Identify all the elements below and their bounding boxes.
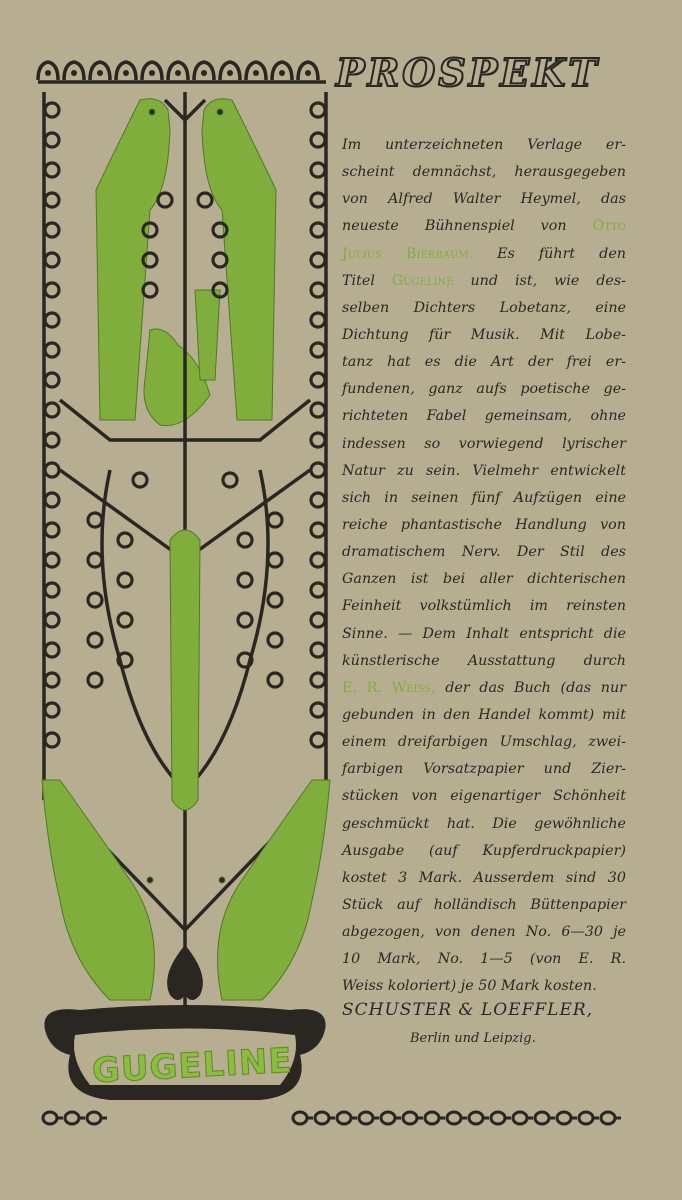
green-feather-column xyxy=(170,530,200,810)
text-segment: Ganzen ist bei aller dichterischen xyxy=(342,571,626,588)
text-segment: stücken von eigenartiger Schönheit xyxy=(342,788,626,805)
text-segment: 10 Mark, No. 1—5 (von E. R. xyxy=(342,951,626,968)
text-line xyxy=(342,159,626,186)
text-line xyxy=(342,811,626,838)
text-segment: selben Dichters Lobetanz, eine xyxy=(342,299,626,316)
text-line xyxy=(342,403,626,430)
text-segment: kostet 3 Mark. Ausserdem sind 30 xyxy=(342,869,626,886)
text-line xyxy=(342,213,626,240)
highlighted-name: Julius Bierbaum. xyxy=(342,245,474,262)
text-segment: Ausgabe (auf Kupferdruckpapier) xyxy=(342,842,626,859)
text-line xyxy=(342,973,626,1000)
text-segment: von Alfred Walter Heymel, das xyxy=(342,191,626,208)
text-segment: Natur zu sein. Vielmehr entwickelt xyxy=(342,462,626,479)
text-segment: farbigen Vorsatzpapier und Zier- xyxy=(342,761,626,778)
bottom-chain-border xyxy=(43,1112,621,1124)
text-segment: Stück auf holländisch Büttenpapier xyxy=(342,896,626,913)
text-line xyxy=(342,485,626,512)
text-line xyxy=(342,621,626,648)
text-line xyxy=(342,946,626,973)
text-line xyxy=(342,892,626,919)
text-line xyxy=(342,648,626,675)
text-segment: sich in seinen fünf Aufzügen eine xyxy=(342,489,626,506)
text-segment: neueste Bühnenspiel von xyxy=(342,218,593,235)
highlighted-name: Otto xyxy=(592,218,626,235)
text-segment: Im unterzeichneten Verlage er- xyxy=(342,137,626,153)
left-border-vines xyxy=(44,92,59,800)
top-border-row xyxy=(38,62,326,82)
text-segment: Feinheit volkstümlich im reinsten xyxy=(342,598,626,615)
book-title-label: GUGELINE xyxy=(91,1040,294,1092)
text-line xyxy=(342,349,626,376)
highlighted-name: E. R. Weiss, xyxy=(342,679,436,696)
text-line xyxy=(342,186,626,213)
text-segment: künstlerische Ausstattung durch xyxy=(342,652,626,669)
text-segment: Dichtung für Musik. Mit Lobe- xyxy=(342,326,626,343)
prospectus-body-text xyxy=(342,132,626,1001)
text-segment: dramatischem Nerv. Der Stil des xyxy=(342,544,626,561)
text-line xyxy=(342,593,626,620)
text-line xyxy=(342,322,626,349)
publisher-place: Berlin und Leipzig. xyxy=(410,1031,536,1046)
text-line xyxy=(342,838,626,865)
text-line xyxy=(342,539,626,566)
page-title: PROSPEKT xyxy=(336,50,600,95)
text-segment: Weiss koloriert) je 50 Mark kosten. xyxy=(342,978,597,995)
text-line xyxy=(342,268,626,295)
text-segment: scheint demnächst, herausgegeben xyxy=(342,164,626,181)
text-line xyxy=(342,675,626,702)
text-line xyxy=(342,919,626,946)
text-segment: Sinne. — Dem Inhalt entspricht die xyxy=(342,625,626,642)
text-segment: der das Buch (das nur xyxy=(435,679,626,696)
text-segment: Es führt den xyxy=(473,245,627,262)
text-line xyxy=(342,241,626,268)
text-line xyxy=(342,431,626,458)
text-line xyxy=(342,295,626,322)
right-border-vines xyxy=(311,92,326,800)
text-segment: reiche phantastische Handlung von xyxy=(342,516,626,533)
text-segment: Titel xyxy=(342,272,392,289)
text-line xyxy=(342,783,626,810)
text-segment: indessen so vorwiegend lyrischer xyxy=(342,435,626,452)
text-segment: geschmückt hat. Die gewöhnliche xyxy=(342,815,626,832)
text-segment: abgezogen, von denen No. 6—30 je xyxy=(342,924,626,941)
text-line xyxy=(342,865,626,892)
text-segment: richteten Fabel gemeinsam, ohne xyxy=(342,408,626,425)
text-line xyxy=(342,132,626,159)
text-segment: einem dreifarbigen Umschlag, zwei- xyxy=(342,734,626,751)
spade-ornament xyxy=(167,945,203,1000)
text-segment: fundenen, ganz aufs poetische ge- xyxy=(342,381,626,398)
text-segment: und ist, wie des- xyxy=(453,272,626,289)
text-line xyxy=(342,566,626,593)
highlighted-name: Gugeline xyxy=(391,272,454,289)
publisher-name: SCHUSTER & LOEFFLER, xyxy=(342,1000,594,1020)
text-segment: tanz hat es die Art der frei er- xyxy=(342,354,626,371)
text-segment: gebunden in den Handel kommt) mit xyxy=(342,706,626,723)
text-line xyxy=(342,376,626,403)
text-line xyxy=(342,512,626,539)
text-line xyxy=(342,702,626,729)
text-line xyxy=(342,458,626,485)
text-line xyxy=(342,756,626,783)
text-line xyxy=(342,729,626,756)
